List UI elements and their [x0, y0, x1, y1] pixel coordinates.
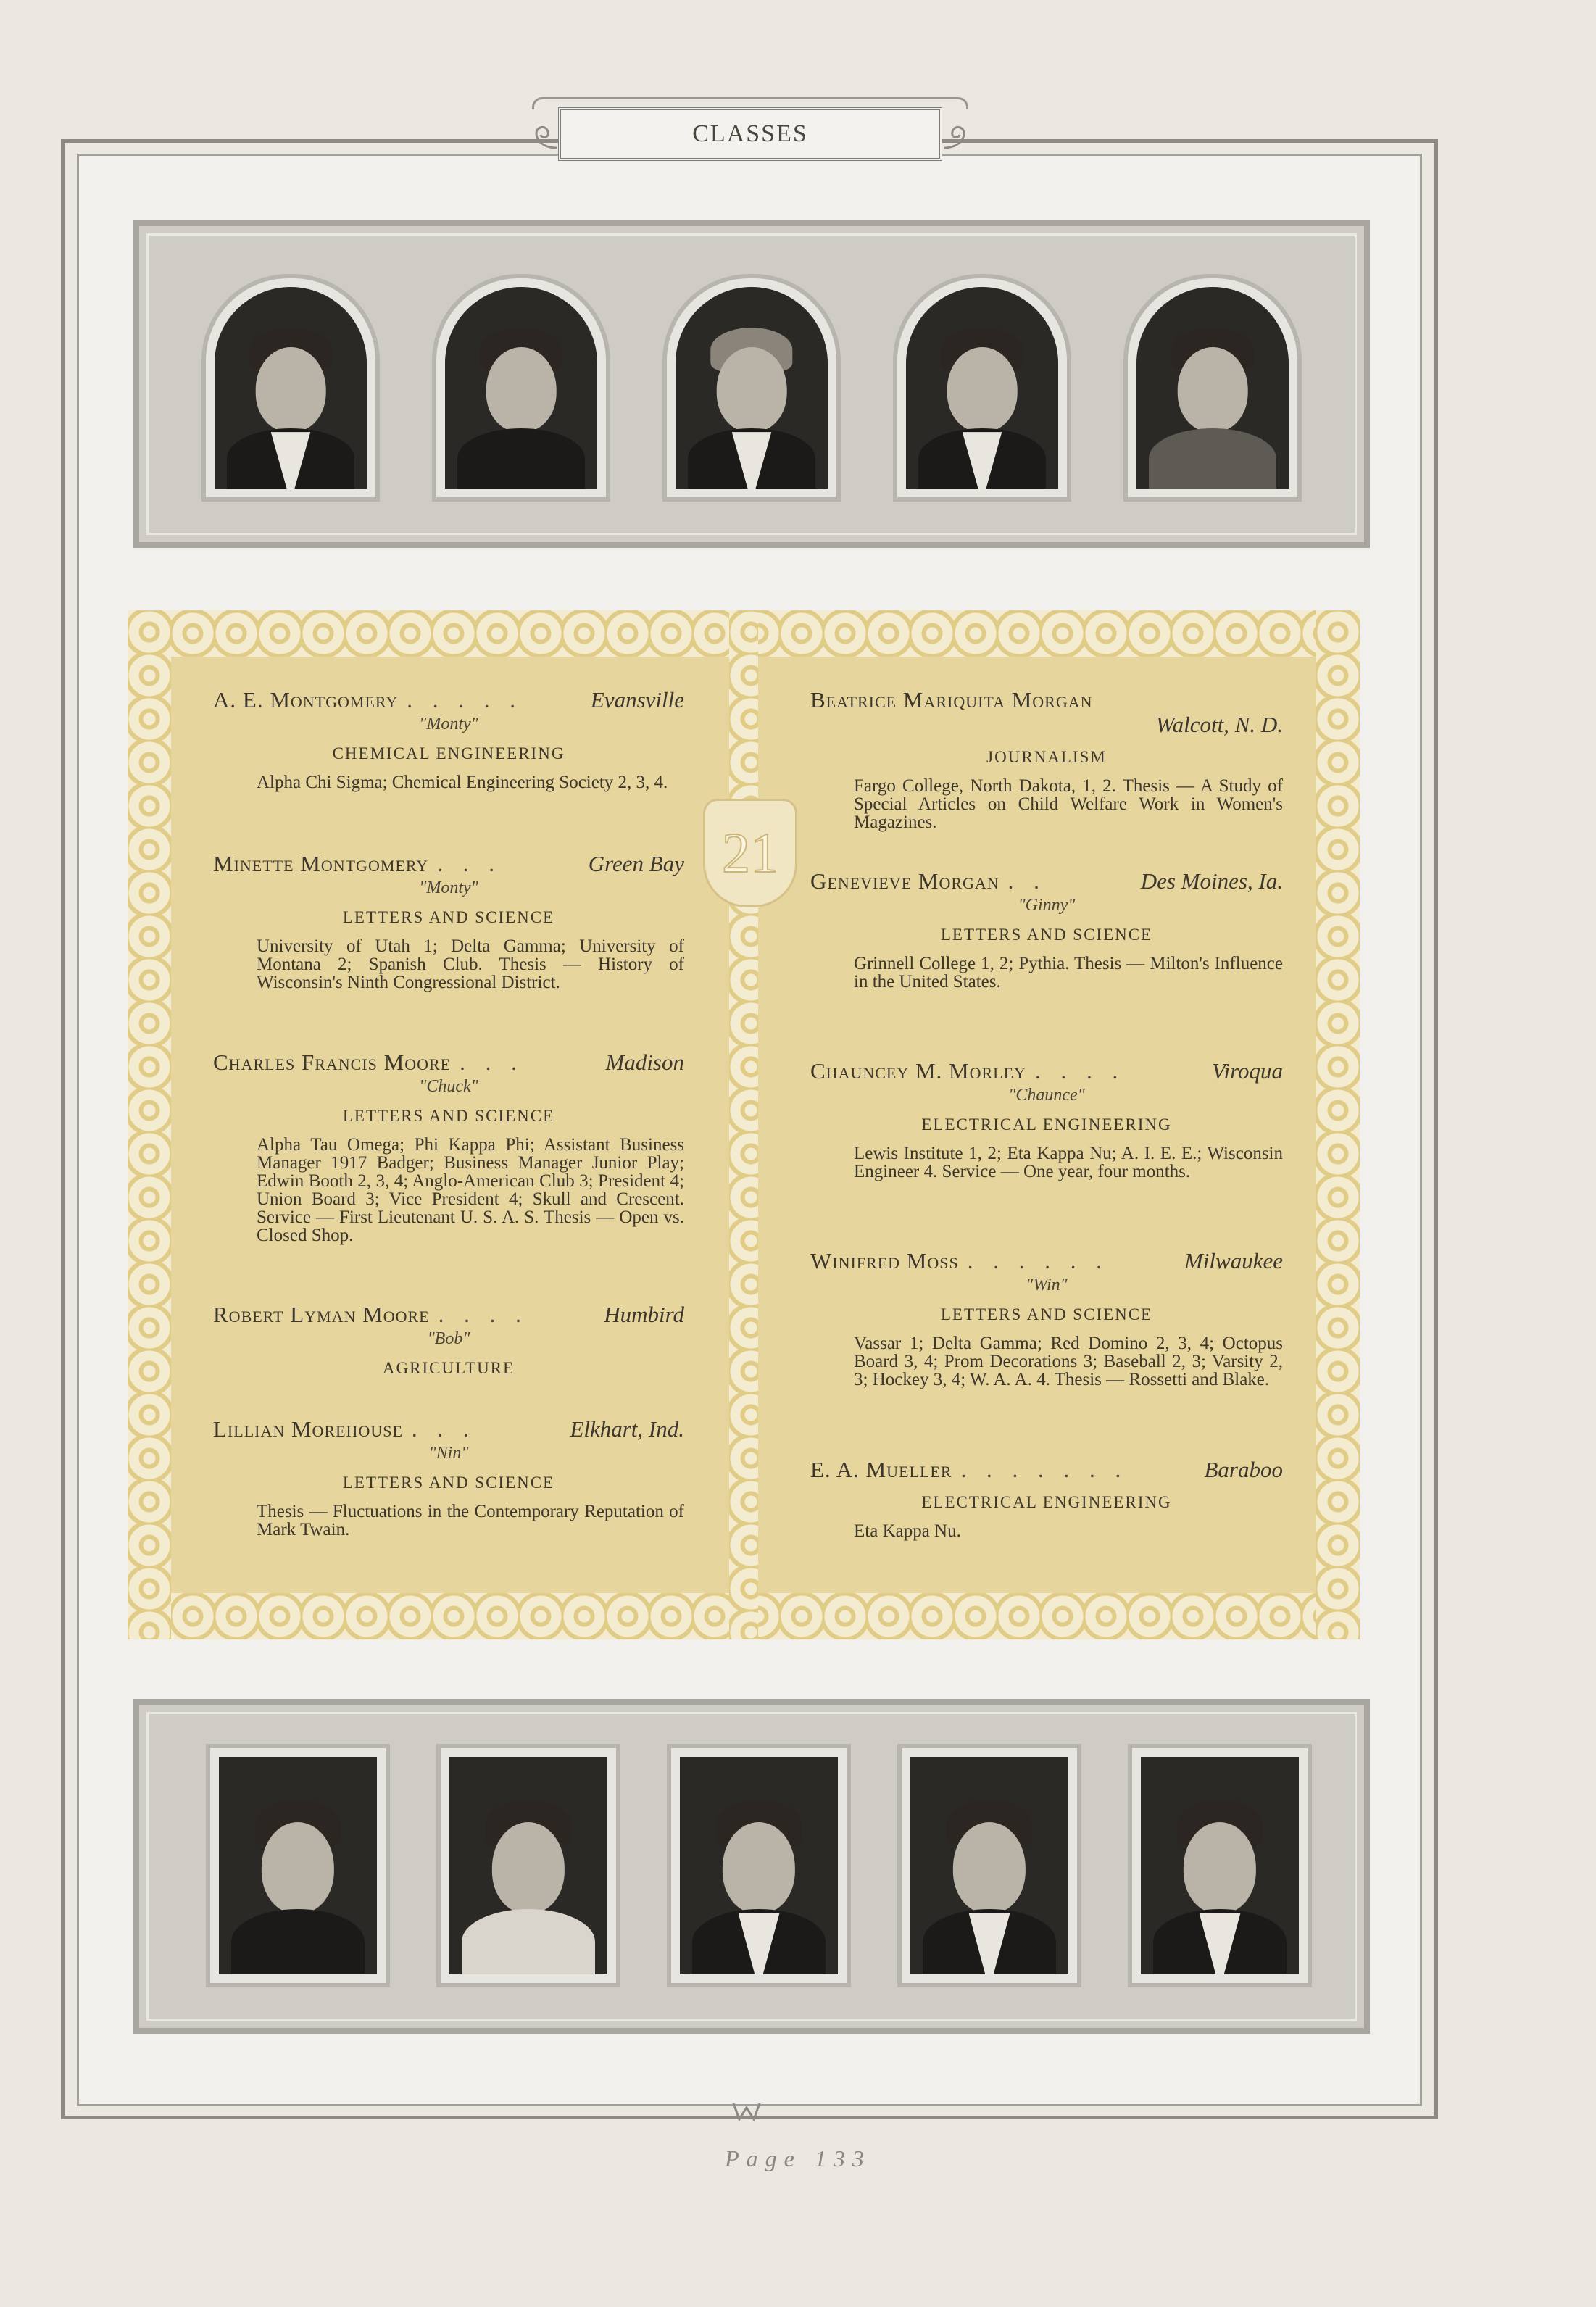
nickname: "Win"	[1026, 1276, 1068, 1294]
portrait-photo	[1128, 1744, 1312, 1987]
department: LETTERS AND SCIENCE	[940, 926, 1153, 944]
student-name: Chauncey M. Morley	[810, 1058, 1026, 1084]
student-entry	[213, 1049, 684, 1302]
leader-dots: . . .	[437, 851, 502, 876]
student-name: A. E. Montgomery	[213, 687, 399, 712]
portrait-photo	[667, 1744, 851, 1987]
student-entry	[213, 687, 684, 851]
lace-divider	[729, 610, 758, 1639]
leader-dots: . . . .	[438, 1302, 528, 1327]
nickname: "Monty"	[419, 878, 478, 897]
lace-border	[128, 610, 171, 1639]
student-name: E. A. Mueller	[810, 1457, 952, 1482]
hometown: Humbird	[604, 1302, 684, 1327]
student-name: Beatrice Mariquita Morgan	[810, 687, 1093, 712]
hometown: Madison	[605, 1049, 684, 1075]
page-title: CLASSES	[692, 120, 808, 147]
student-name: Charles Francis Moore	[213, 1049, 452, 1075]
hometown: Viroqua	[1211, 1058, 1283, 1084]
student-name: Lillian Morehouse	[213, 1416, 403, 1442]
portrait-photo	[436, 1744, 620, 1987]
hometown: Baraboo	[1204, 1457, 1283, 1482]
department: LETTERS AND SCIENCE	[342, 1473, 555, 1492]
activities: Alpha Chi Sigma; Chemical Engineering Society 2, 3, 4.	[257, 773, 668, 792]
department: JOURNALISM	[986, 748, 1107, 766]
student-entry	[810, 1457, 1283, 1540]
nickname: "Chaunce"	[1008, 1086, 1085, 1105]
department: ELECTRICAL ENGINEERING	[921, 1493, 1172, 1511]
student-entry	[810, 1248, 1283, 1457]
nickname: "Nin"	[428, 1444, 469, 1463]
department: CHEMICAL ENGINEERING	[332, 744, 565, 762]
leader-dots: . . . . . .	[967, 1248, 1109, 1273]
department: AGRICULTURE	[382, 1359, 515, 1377]
nickname: "Bob"	[427, 1329, 470, 1348]
department: LETTERS AND SCIENCE	[342, 908, 555, 926]
student-name: Winifred Moss	[810, 1248, 959, 1273]
activities: Thesis — Fluctuations in the Contemporary Reputation of Mark Twain.	[257, 1502, 684, 1539]
top-portrait-band	[133, 220, 1370, 548]
department: ELECTRICAL ENGINEERING	[921, 1115, 1172, 1134]
scroll-ornament-icon	[942, 119, 986, 155]
header-tab	[558, 107, 942, 161]
nickname: "Monty"	[419, 715, 478, 733]
leader-dots: . . . . . . .	[960, 1457, 1129, 1482]
hometown: Evansville	[590, 687, 684, 712]
leader-dots: . . .	[411, 1416, 476, 1442]
leader-dots: . . .	[460, 1049, 524, 1075]
activities: Lewis Institute 1, 2; Eta Kappa Nu; A. I. E. E.; Wisconsin Engineer 4. Service — One year, four months.	[854, 1144, 1283, 1181]
leader-dots: . .	[1007, 868, 1047, 894]
activities: Grinnell College 1, 2; Pythia. Thesis — Milton's Influence in the United States.	[854, 954, 1283, 992]
scroll-ornament-icon	[515, 119, 558, 155]
student-name: Minette Montgomery	[213, 851, 429, 876]
leader-dots: . . . . .	[407, 687, 523, 712]
left-biography-column	[213, 687, 684, 1539]
lace-border	[1316, 610, 1360, 1639]
student-entry	[213, 1302, 684, 1416]
activities: Vassar 1; Delta Gamma; Red Domino 2, 3, 4; Octopus Board 3, 4; Prom Decorations 3; Baseball 2, 3; Varsity 2, 3; Hockey 3, 4; W. A. A. 4. Thesis — Rossetti and Blake.	[854, 1334, 1283, 1389]
department: LETTERS AND SCIENCE	[342, 1107, 555, 1125]
student-entry	[810, 868, 1283, 1058]
leader-dots: . . . .	[1034, 1058, 1126, 1084]
w-emblem-icon	[732, 2100, 761, 2122]
portrait-photo	[206, 1744, 390, 1987]
portrait-photo	[432, 274, 610, 502]
hometown: Elkhart, Ind.	[570, 1416, 684, 1442]
hometown: Green Bay	[588, 851, 684, 876]
department: LETTERS AND SCIENCE	[940, 1305, 1153, 1323]
student-entry	[810, 1058, 1283, 1248]
nickname: "Chuck"	[419, 1077, 478, 1096]
activities: Fargo College, North Dakota, 1, 2. Thesis — A Study of Special Articles on Child Welfare Work in Women's Magazines.	[854, 776, 1283, 832]
portrait-photo	[897, 1744, 1081, 1987]
activities: University of Utah 1; Delta Gamma; University of Montana 2; Spanish Club. Thesis — History of Wisconsin's Ninth Congressional District.	[257, 936, 684, 992]
activities: Alpha Tau Omega; Phi Kappa Phi; Assistant Business Manager 1917 Badger; Business Manager Junior Play; Edwin Booth 2, 3, 4; Anglo-American Club 3; President 4; Union Board 3; Vice President 4; Skull and Crescent. Service — First Lieutenant U. S. A. S. Thesis — Open vs. Closed Shop.	[257, 1135, 684, 1245]
student-name: Robert Lyman Moore	[213, 1302, 430, 1327]
portrait-photo	[893, 274, 1071, 502]
right-biography-column	[810, 687, 1283, 1540]
nickname: "Ginny"	[1018, 896, 1076, 915]
student-entry	[213, 1416, 684, 1539]
bottom-portrait-band	[133, 1699, 1370, 2034]
activities: Eta Kappa Nu.	[854, 1521, 961, 1541]
hometown: Milwaukee	[1184, 1248, 1283, 1273]
hometown: Des Moines, Ia.	[1140, 868, 1283, 894]
student-entry	[810, 687, 1283, 868]
class-year-number: 21	[722, 821, 778, 884]
portrait-photo	[662, 274, 841, 502]
student-name: Genevieve Morgan	[810, 868, 999, 894]
student-entry	[213, 851, 684, 1049]
hometown: Walcott, N. D.	[1155, 712, 1283, 737]
page-number: Page 133	[725, 2145, 871, 2171]
class-year-badge	[703, 799, 797, 907]
portrait-photo	[1123, 274, 1302, 502]
header-ornament	[532, 97, 968, 109]
portrait-photo	[201, 274, 380, 502]
